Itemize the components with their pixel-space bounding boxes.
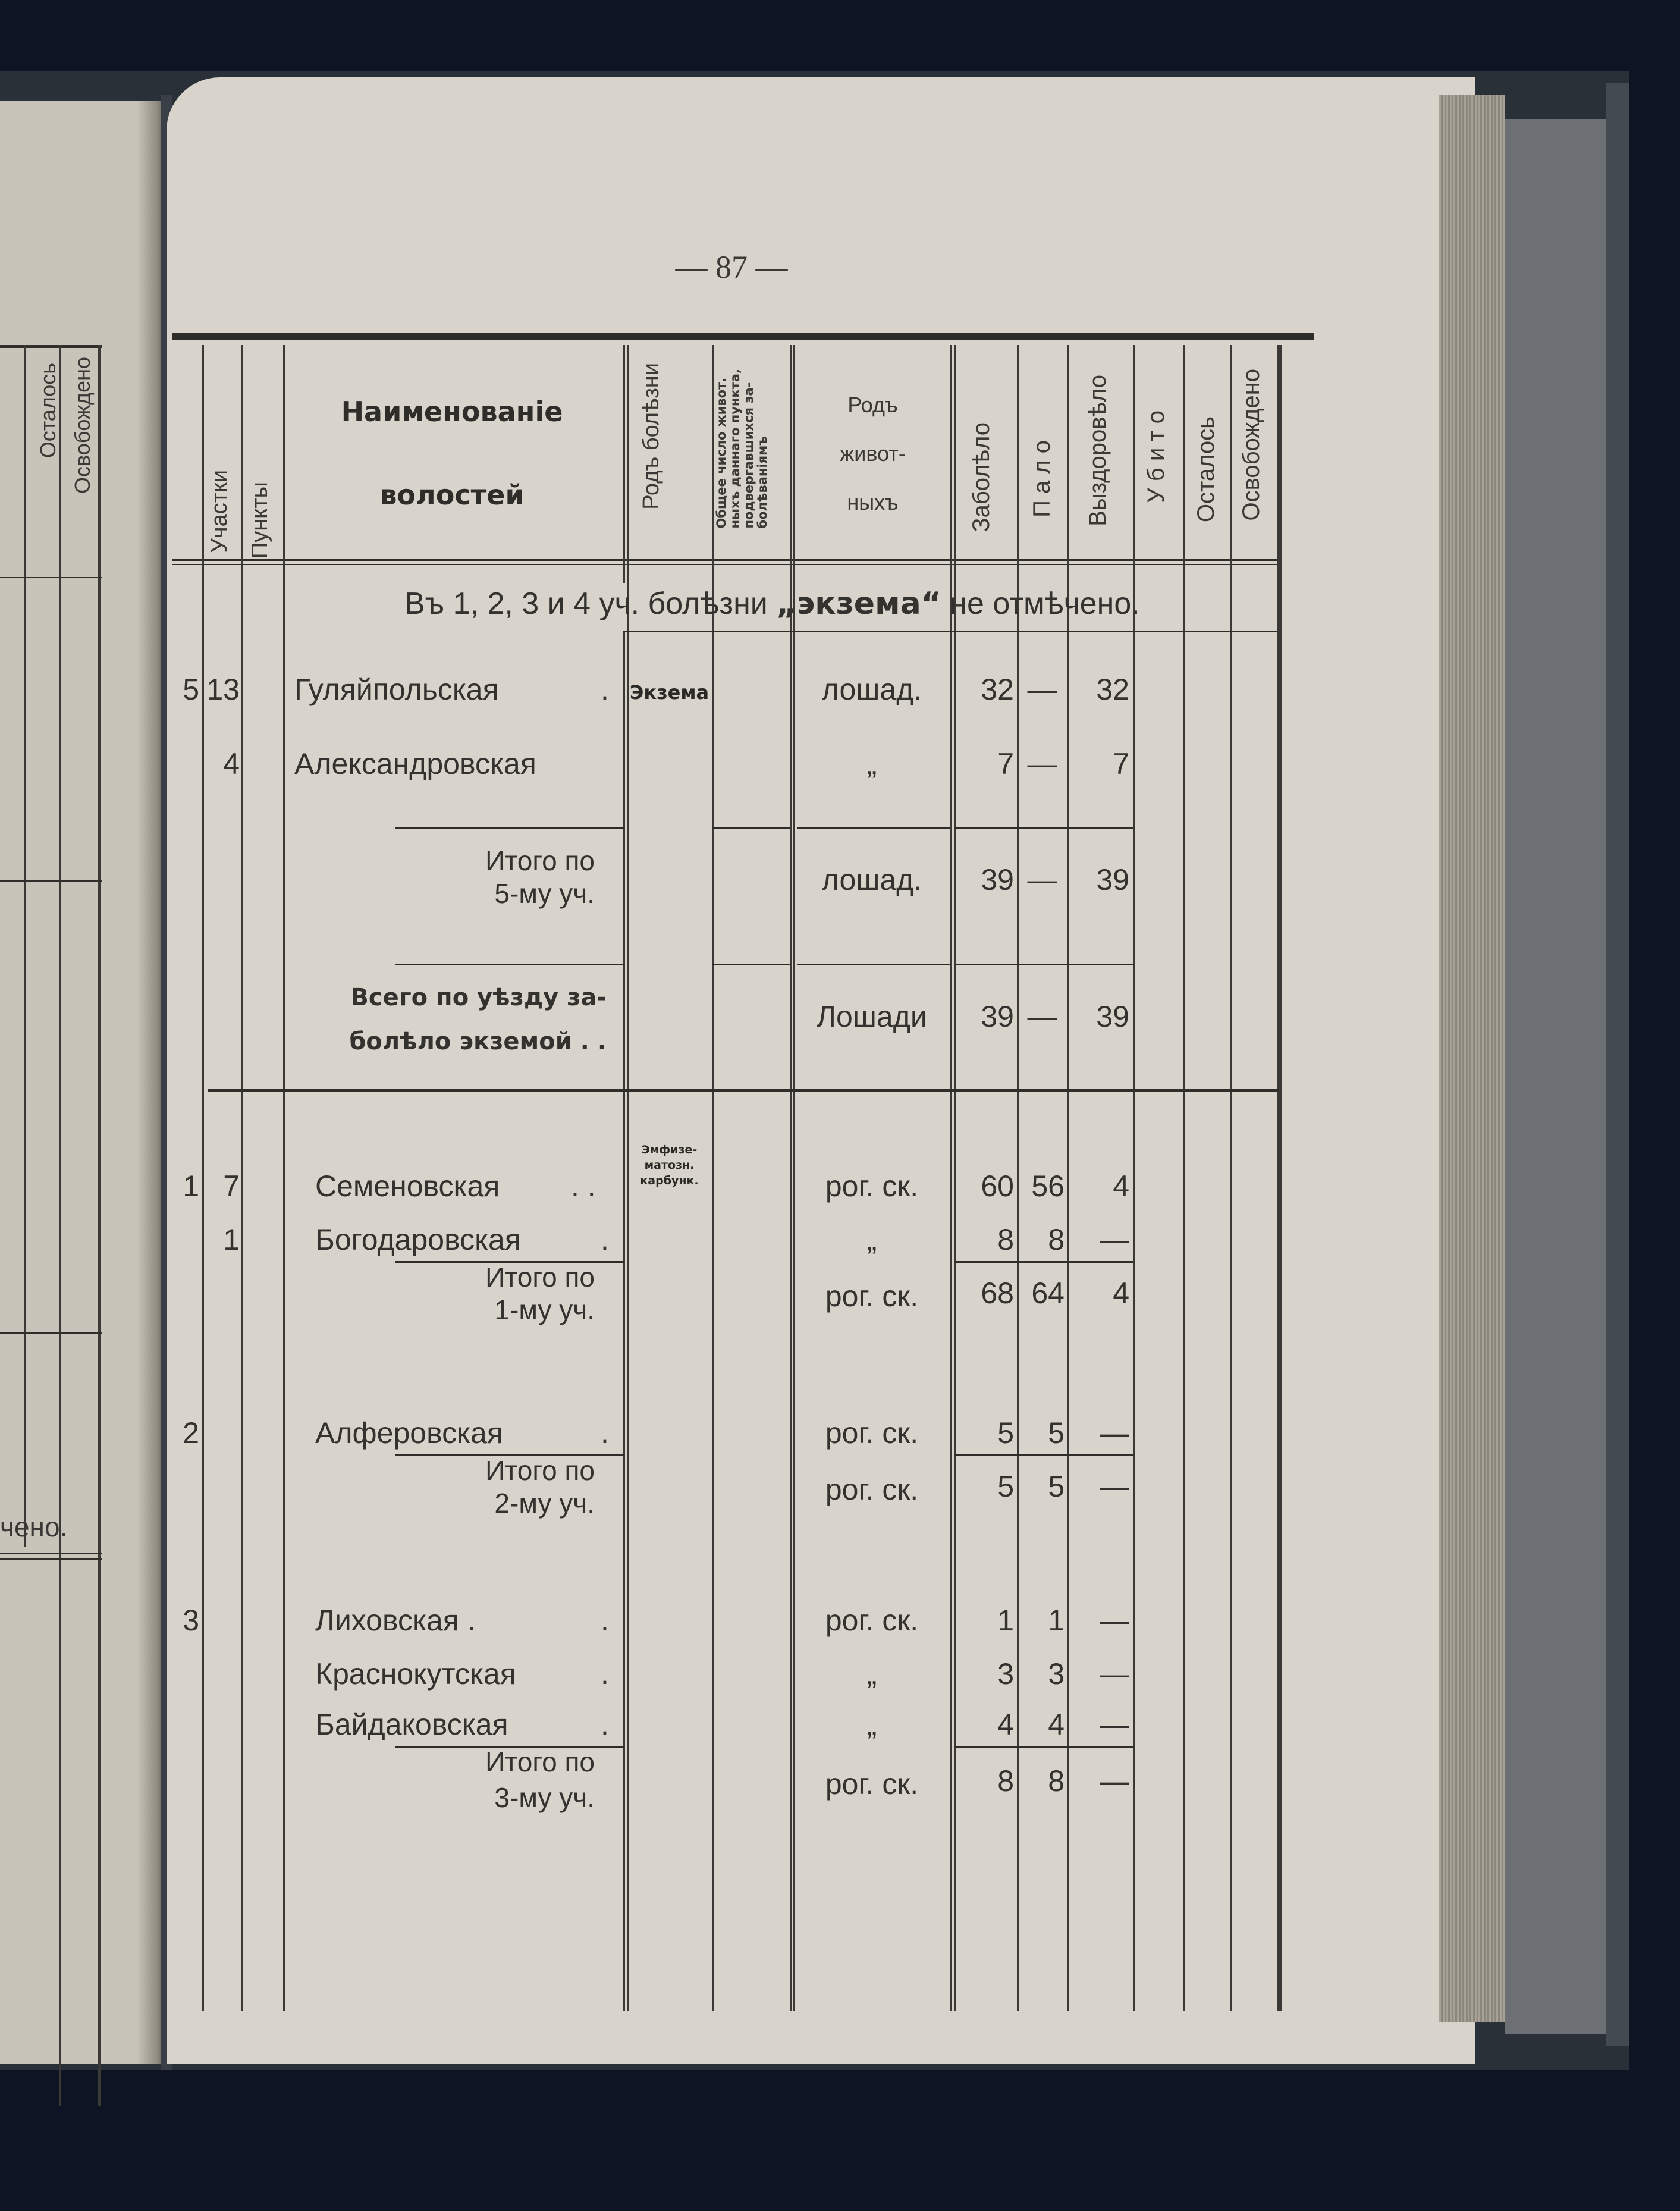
note-no-eczema [404, 586, 1140, 622]
zabolelo-cell: 3 [997, 1657, 1014, 1691]
vyzdorovelo-cell: — [1100, 1657, 1129, 1691]
vyzdorovelo-cell: 39 [1096, 1000, 1129, 1033]
livestock-disease-table [172, 321, 1326, 2046]
leader-dots: . [601, 673, 609, 706]
palo-cell: — [1027, 747, 1057, 780]
book-cover-board [1606, 83, 1629, 2046]
col-line [623, 631, 625, 2011]
animal-cell: лошад. [821, 673, 922, 706]
animal-cell: рог. ск. [825, 1279, 919, 1313]
left-row-rule [0, 1332, 102, 1334]
left-header-rule [0, 577, 102, 578]
disease-line-2: матозн. [644, 1159, 695, 1172]
header-ostalos: Осталось [1193, 416, 1219, 523]
leader-dots: . . [571, 1169, 596, 1203]
note-term: „экзема“ [776, 586, 941, 622]
left-row-rule [0, 1558, 102, 1560]
palo-cell: 1 [1048, 1604, 1064, 1637]
uchastok-cell: 5 [183, 673, 199, 706]
palo-cell: — [1027, 673, 1057, 706]
page-edges [1439, 95, 1505, 2022]
left-text-fragment: чено. [0, 1511, 68, 1542]
left-header-ostalos: Осталось [36, 363, 60, 459]
zabolelo-cell: 7 [997, 747, 1014, 780]
header-vyzdorovelo: Выздоровѣло [1085, 375, 1111, 526]
total-label-2: 2-му уч. [494, 1488, 595, 1519]
zabolelo-cell: 32 [981, 673, 1014, 706]
total-label-2: 3-му уч. [494, 1782, 595, 1813]
palo-cell: 64 [1031, 1277, 1064, 1310]
col-line [1230, 345, 1232, 2011]
zabolelo-cell: 39 [981, 863, 1014, 896]
total-label-2: 5-му уч. [494, 878, 595, 909]
vyzdorovelo-cell: — [1100, 1604, 1129, 1637]
zabolelo-cell: 8 [997, 1223, 1014, 1256]
leader-dots: . [601, 1657, 609, 1691]
punkt-cell: 7 [223, 1169, 240, 1203]
total-label-1: Итого по [485, 1262, 595, 1293]
vyzdorovelo-cell: 4 [1113, 1169, 1129, 1203]
leader-dots: . [601, 1223, 609, 1256]
zabolelo-cell: 5 [997, 1470, 1014, 1503]
animal-cell: рог. ск. [825, 1767, 919, 1801]
header-punkty: Пункты [247, 482, 272, 559]
header-name-line2: волостей [379, 479, 525, 511]
total-label-2: 1-му уч. [494, 1294, 595, 1325]
header-rod-zhiv-1: Родъ [847, 393, 898, 417]
grandtotal-rule [395, 964, 624, 965]
subtotal-rule [395, 827, 624, 829]
leader-dots: . [601, 1416, 609, 1450]
volost-name: Богодаровская [315, 1223, 521, 1256]
animal-cell: рог. ск. [825, 1604, 919, 1637]
volost-name: Алферовская [315, 1416, 503, 1450]
palo-cell: 4 [1048, 1708, 1064, 1741]
col-line [1183, 345, 1185, 2011]
volost-name: Краснокутская [315, 1657, 516, 1691]
total-label-1: Итого по [485, 1746, 595, 1777]
note-prefix: Въ 1, 2, 3 и 4 уч. болѣзни [404, 587, 777, 621]
grandtotal-rule [712, 964, 790, 965]
col-line [202, 345, 204, 2011]
grand-total-label: Всего по уѣзду за- болѣло экземой . . [349, 984, 607, 1055]
volost-name: Гуляйпольская [294, 673, 499, 706]
disease-emphysematous-carbuncle [629, 1142, 709, 1188]
subtotal-rule [954, 1746, 1133, 1748]
book-cover-edge [1505, 119, 1618, 2034]
vyzdorovelo-cell: 32 [1096, 673, 1129, 706]
uchastok-cell: 2 [183, 1416, 199, 1450]
header-bottom-rule [172, 559, 1279, 561]
grandtotal-rule [797, 964, 950, 965]
col-line [623, 345, 625, 583]
zabolelo-cell: 68 [981, 1277, 1014, 1310]
vyzdorovelo-cell: — [1100, 1223, 1129, 1256]
subtotal-rule [954, 1454, 1133, 1456]
animal-cell: „ [866, 747, 877, 780]
header-obshchee-chislo: Общее число живот. ныхъ даннаго пункта, подвергавшихся за- болѣваніямъ [714, 369, 770, 529]
animal-cell: лошад. [821, 863, 922, 896]
vyzdorovelo-cell: — [1100, 1416, 1129, 1450]
animal-cell: рог. ск. [825, 1416, 919, 1450]
left-table-border [98, 345, 101, 2106]
subtotal-rule [797, 827, 950, 829]
punkt-cell: 1 [223, 1223, 240, 1256]
zabolelo-cell: 60 [981, 1169, 1014, 1203]
vyzdorovelo-cell: 39 [1096, 863, 1129, 896]
left-header-osvobozhdeno: Освобождено [70, 357, 95, 494]
palo-cell: — [1027, 1000, 1057, 1033]
animal-cell: Лошади [817, 1000, 927, 1033]
left-row-rule [0, 1553, 102, 1554]
animal-cell: „ [866, 1708, 877, 1741]
left-page-table-fragment [0, 345, 102, 2106]
page-number: — 87 — [675, 249, 788, 285]
table-right-border [1277, 345, 1282, 2011]
note-rule [623, 631, 1277, 632]
col-line [283, 345, 285, 2011]
leader-dots: . [601, 1604, 609, 1637]
uchastok-cell: 3 [183, 1604, 199, 1637]
disease-eczema: Экзема [629, 681, 709, 704]
table-top-rule [172, 333, 1314, 340]
volost-name: Александровская [294, 747, 536, 780]
left-row-rule [0, 880, 102, 882]
animal-cell: рог. ск. [825, 1473, 919, 1506]
palo-cell: 8 [1048, 1223, 1064, 1256]
left-column-line [24, 345, 26, 1547]
animal-cell: „ [866, 1223, 877, 1256]
note-suffix: не отмѣчено. [941, 587, 1140, 621]
vyzdorovelo-cell: — [1100, 1708, 1129, 1741]
zabolelo-cell: 4 [997, 1708, 1014, 1741]
palo-cell: 56 [1031, 1169, 1064, 1203]
left-top-rule [0, 345, 102, 348]
disease-line-1: Эмфизе- [641, 1143, 698, 1156]
animal-cell: „ [866, 1657, 877, 1691]
total-label-1: Итого по [485, 845, 595, 876]
leader-dots: . [601, 1708, 609, 1741]
section-divider [208, 1089, 1279, 1092]
header-rod-zhiv-2: живот- [840, 441, 906, 466]
vyzdorovelo-cell: 7 [1113, 747, 1129, 780]
left-column-line [59, 345, 61, 2106]
uchastok-cell: 1 [183, 1169, 199, 1203]
volost-name: Лиховская . [315, 1604, 476, 1637]
punkt-cell: 4 [223, 747, 240, 780]
header-ubito: У б и т о [1143, 410, 1169, 503]
subtotal-rule [712, 827, 790, 829]
zabolelo-cell: 8 [997, 1764, 1014, 1798]
total-label-1: Итого по [485, 1455, 595, 1486]
vyzdorovelo-cell: — [1100, 1470, 1129, 1503]
header-rod-bolezni: Родъ болѣзни [639, 363, 664, 510]
palo-cell: 3 [1048, 1657, 1064, 1691]
zabolelo-cell: 1 [997, 1604, 1014, 1637]
grandtotal-rule [954, 964, 1133, 965]
disease-line-3: карбунк. [640, 1174, 699, 1187]
vyzdorovelo-cell: — [1100, 1764, 1129, 1798]
animal-cell: рог. ск. [825, 1169, 919, 1203]
header-bottom-rule-2 [172, 564, 1279, 565]
subtotal-rule [954, 827, 1133, 829]
volost-name: Байдаковская [315, 1708, 508, 1741]
volost-name: Семеновская [315, 1169, 500, 1203]
punkt-cell: 13 [206, 673, 240, 706]
header-uchastki: Участки [207, 470, 232, 553]
vyzdorovelo-cell: 4 [1113, 1277, 1129, 1310]
palo-cell: 5 [1048, 1416, 1064, 1450]
col-line [241, 345, 243, 2011]
zabolelo-cell: 39 [981, 1000, 1014, 1033]
palo-cell: — [1027, 863, 1057, 896]
palo-cell: 8 [1048, 1764, 1064, 1798]
header-palo: П а л о [1029, 440, 1055, 518]
header-rod-zhivotnykh [797, 381, 949, 527]
header-osvobozhdeno: Освобождено [1238, 369, 1264, 521]
header-rod-zhiv-3: ныхъ [847, 490, 899, 515]
header-zabolelo: Заболѣло [968, 422, 994, 532]
zabolelo-cell: 5 [997, 1416, 1014, 1450]
header-name-line1: Наименованіе [341, 396, 563, 428]
palo-cell: 5 [1048, 1470, 1064, 1503]
subtotal-rule [954, 1261, 1133, 1263]
